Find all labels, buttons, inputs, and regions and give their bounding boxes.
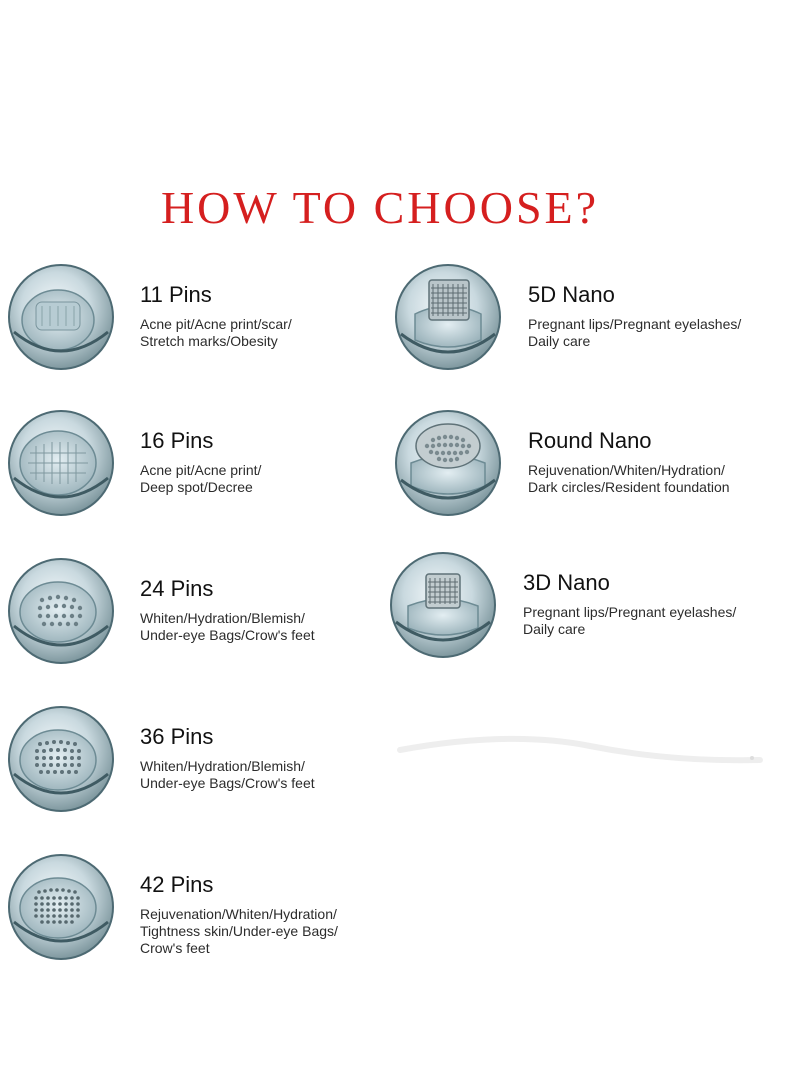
item-description: Acne pit/Acne print/scar/ Stretch marks/Obesity	[140, 316, 292, 349]
cartridge-item-5d-nano	[393, 262, 793, 372]
item-description: Whiten/Hydration/Blemish/ Under-eye Bags/Crow's feet	[140, 758, 315, 791]
item-description: Pregnant lips/Pregnant eyelashes/ Daily care	[528, 316, 742, 349]
item-description: Pregnant lips/Pregnant eyelashes/ Daily care	[523, 604, 737, 637]
item-name: 42 Pins	[140, 872, 214, 897]
item-description: Rejuvenation/Whiten/Hydration/ Dark circles/Resident foundation	[528, 462, 730, 495]
item-name: 5D Nano	[528, 282, 615, 307]
item-name: 24 Pins	[140, 576, 214, 601]
needle-cartridge-icon	[6, 408, 116, 518]
needle-cartridge-icon	[6, 704, 116, 814]
nano-square-cartridge-icon	[393, 262, 503, 372]
item-name: Round Nano	[528, 428, 652, 453]
item-name: 36 Pins	[140, 724, 214, 749]
needle-cartridge-icon	[6, 852, 116, 962]
cartridge-item-36-pins	[6, 704, 386, 814]
item-description: Whiten/Hydration/Blemish/ Under-eye Bags/Crow's feet	[140, 610, 315, 643]
nano-square-cartridge-icon	[388, 550, 498, 660]
cartridge-item-round-nano	[393, 408, 793, 518]
item-name: 16 Pins	[140, 428, 214, 453]
needle-cartridge-icon	[6, 556, 116, 666]
needle-cartridge-icon	[6, 262, 116, 372]
background-smudge	[390, 700, 770, 790]
cartridge-item-3d-nano	[388, 550, 793, 660]
cartridge-item-24-pins	[6, 556, 386, 666]
item-name: 3D Nano	[523, 570, 610, 595]
item-name: 11 Pins	[140, 282, 212, 307]
nano-round-cartridge-icon	[393, 408, 503, 518]
cartridge-item-11-pins	[6, 262, 386, 372]
item-description: Acne pit/Acne print/ Deep spot/Decree	[140, 462, 262, 495]
cartridge-item-16-pins	[6, 408, 386, 518]
item-description: Rejuvenation/Whiten/Hydration/ Tightness skin/Under-eye Bags/ Crow's feet	[140, 906, 338, 956]
cartridge-item-42-pins	[6, 852, 396, 972]
page-title: HOW TO CHOOSE?	[160, 182, 600, 233]
